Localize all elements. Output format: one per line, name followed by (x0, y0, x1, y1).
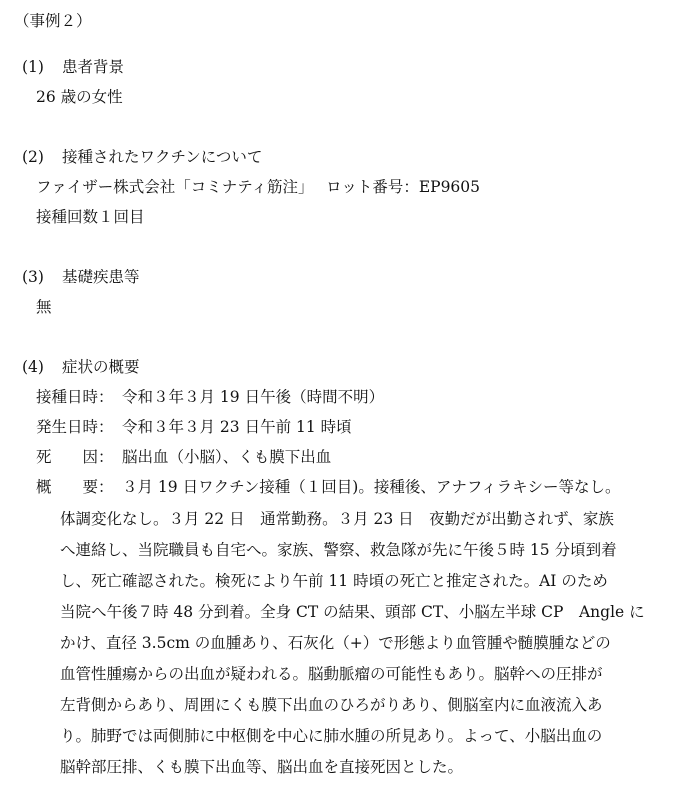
field-value: 脳出血（小脳）、くも膜下出血 (122, 448, 332, 466)
section-number: (2) (22, 148, 44, 166)
cause-of-death-row (36, 448, 331, 467)
section-4-heading (22, 358, 140, 377)
section-2-heading (22, 148, 262, 167)
section-number: (3) (22, 268, 44, 286)
summary-line: し、死亡確認された。検死により午前 11 時頃の死亡と推定された。AI のため (60, 572, 608, 590)
summary-line: り。肺野では両側肺に中枢側を中心に肺水腫の所見あり。よって、小脳出血の (60, 727, 603, 745)
summary-line: 脳幹部圧排、くも膜下出血等、脳出血を直接死因とした。 (60, 758, 464, 776)
dose-number-text: 接種回数１回目 (36, 208, 145, 226)
summary-line: 血管性腫瘍からの出血が疑われる。脳動脈瘤の可能性もあり。脳幹への圧排が (60, 665, 603, 683)
field-label: 概 要： (36, 478, 114, 496)
summary-line: へ連絡し、当院職員も自宅へ。家族、警察、救急隊が先に午後５時 15 分頃到着 (60, 541, 617, 559)
underlying-disease-text: 無 (36, 298, 52, 316)
section-1-heading (22, 58, 124, 77)
section-3-heading (22, 268, 140, 287)
summary-line: かけ、直径 3.5cm の血腫あり、石灰化（+）で形態より血管腫や髄膜腫などの (60, 634, 611, 652)
section-title: 基礎疾患等 (62, 268, 140, 286)
field-value: 令和３年３月 23 日午前 11 時頃 (122, 418, 352, 436)
field-value: 令和３年３月 19 日午後（時間不明） (122, 388, 385, 406)
section-title: 患者背景 (62, 58, 125, 76)
field-label: 接種日時： (36, 388, 114, 406)
section-title: 症状の概要 (62, 358, 140, 376)
section-title: 接種されたワクチンについて (62, 148, 263, 166)
vaccine-info-text: ファイザー株式会社「コミナティ筋注」 ロット番号：EP9605 (36, 178, 481, 196)
field-label: 死 因： (36, 448, 114, 466)
summary-line: 当院へ午後７時 48 分到着。全身 CT の結果、頭部 CT、小脳左半球 CP Angle に (60, 603, 645, 621)
section-number: (1) (22, 58, 44, 76)
case-title: （事例２） (14, 12, 92, 30)
section-number: (4) (22, 358, 44, 376)
summary-line: 体調変化なし。３月 22 日 通常勤務。３月 23 日 夜勤だが出勤されず、家族 (60, 510, 614, 528)
summary-row (36, 478, 620, 497)
patient-background-text: 26 歳の女性 (36, 88, 123, 106)
field-label: 発生日時： (36, 418, 114, 436)
vaccination-date-row (36, 388, 384, 407)
field-value: ３月 19 日ワクチン接種（１回目)。接種後、アナフィラキシー等なし。 (122, 478, 621, 496)
summary-line: 左背側からあり、周囲にくも膜下出血のひろがりあり、側脳室内に血液流入あ (60, 696, 603, 714)
onset-date-row (36, 418, 352, 437)
